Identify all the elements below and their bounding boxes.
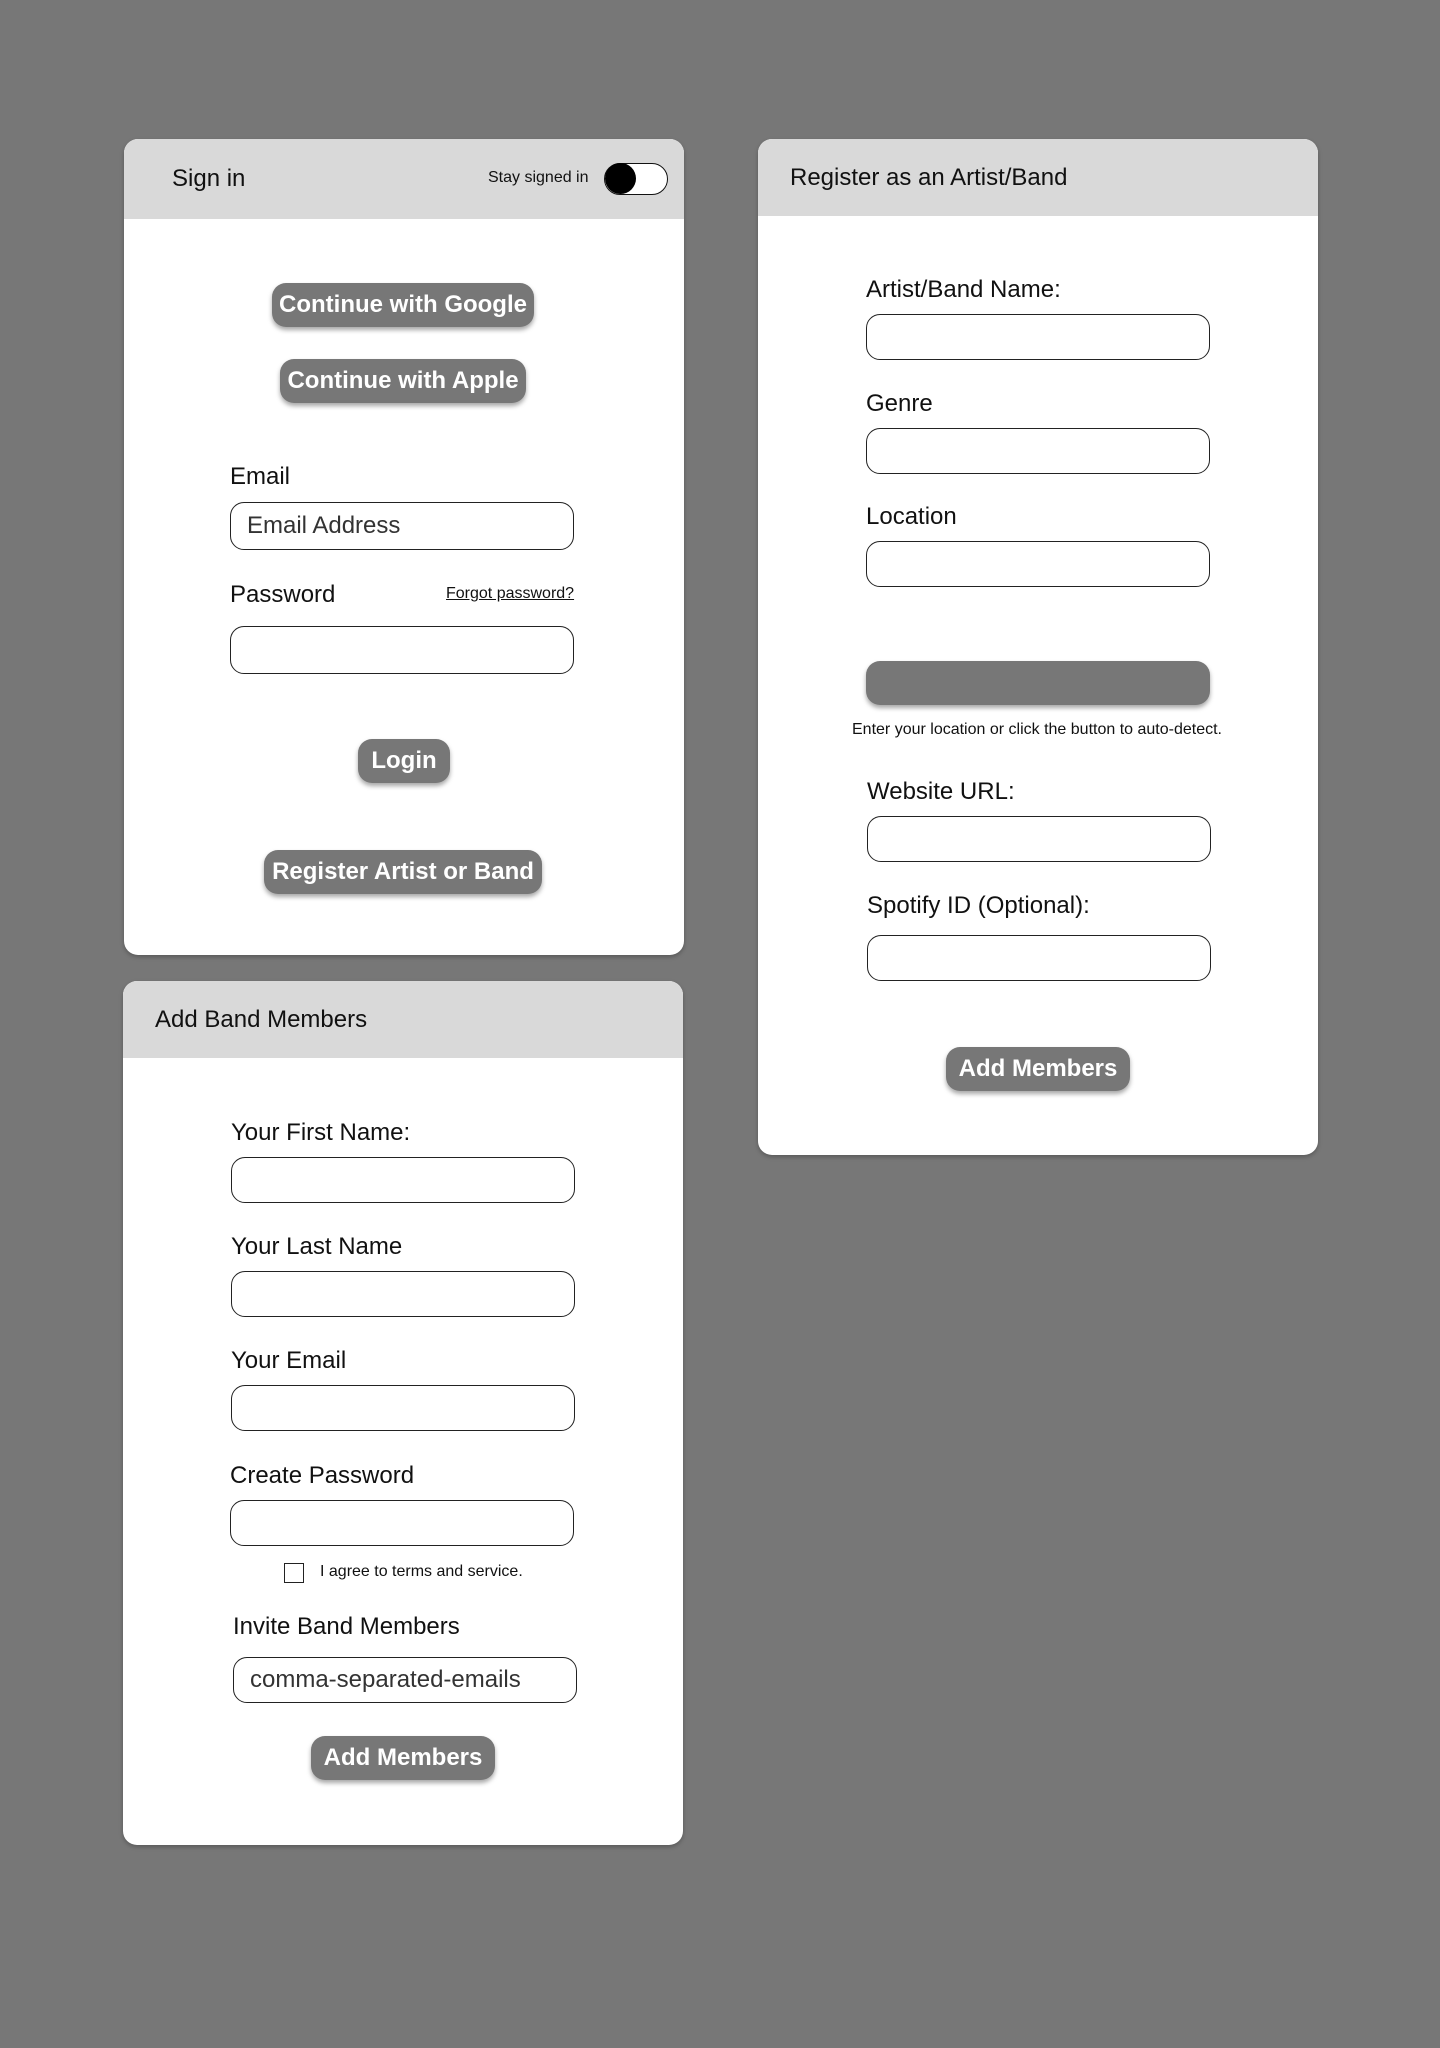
location-input[interactable]	[866, 541, 1210, 587]
location-label: Location	[866, 503, 957, 530]
band-add-members-button[interactable]: Add Members	[311, 1736, 495, 1780]
password-label: Password	[230, 581, 336, 608]
band-members-title: Add Band Members	[155, 1006, 368, 1033]
forgot-password-link[interactable]: Forgot password?	[446, 585, 575, 602]
spotify-id-input[interactable]	[867, 935, 1211, 981]
terms-label: I agree to terms and service.	[320, 1563, 523, 1580]
stay-signed-in-toggle[interactable]	[604, 163, 668, 195]
website-url-input[interactable]	[867, 816, 1211, 862]
register-card	[758, 139, 1318, 1155]
band-members-card	[123, 981, 683, 1845]
first-name-input[interactable]	[231, 1157, 575, 1203]
signin-title: Sign in	[172, 165, 246, 192]
email-input[interactable]	[230, 502, 574, 550]
member-email-label: Your Email	[231, 1347, 347, 1374]
genre-input[interactable]	[866, 428, 1210, 474]
last-name-label: Your Last Name	[231, 1233, 403, 1260]
continue-with-apple-button[interactable]: Continue with Apple	[280, 359, 526, 403]
toggle-knob	[605, 163, 636, 194]
auto-detect-location-button[interactable]	[866, 661, 1210, 705]
create-password-input[interactable]	[230, 1500, 574, 1546]
artist-name-input[interactable]	[866, 314, 1210, 360]
continue-with-google-button[interactable]: Continue with Google	[272, 283, 534, 327]
location-hint: Enter your location or click the button to auto-detect.	[852, 721, 1222, 738]
artist-name-label: Artist/Band Name:	[866, 276, 1061, 303]
signin-card	[124, 139, 684, 955]
password-input[interactable]	[230, 626, 574, 674]
terms-checkbox[interactable]	[284, 1563, 304, 1583]
website-url-label: Website URL:	[867, 778, 1015, 805]
create-password-label: Create Password	[230, 1462, 415, 1489]
member-email-input[interactable]	[231, 1385, 575, 1431]
login-button[interactable]: Login	[358, 739, 450, 783]
last-name-input[interactable]	[231, 1271, 575, 1317]
genre-label: Genre	[866, 390, 933, 417]
register-title: Register as an Artist/Band	[790, 164, 1068, 191]
email-label: Email	[230, 463, 291, 490]
invite-members-input[interactable]	[233, 1657, 577, 1703]
invite-members-label: Invite Band Members	[233, 1613, 460, 1640]
first-name-label: Your First Name:	[231, 1119, 411, 1146]
spotify-id-label: Spotify ID (Optional):	[867, 892, 1090, 919]
register-artist-button[interactable]: Register Artist or Band	[264, 850, 542, 894]
add-members-button[interactable]: Add Members	[946, 1047, 1130, 1091]
stay-signed-in-label: Stay signed in	[488, 169, 589, 186]
